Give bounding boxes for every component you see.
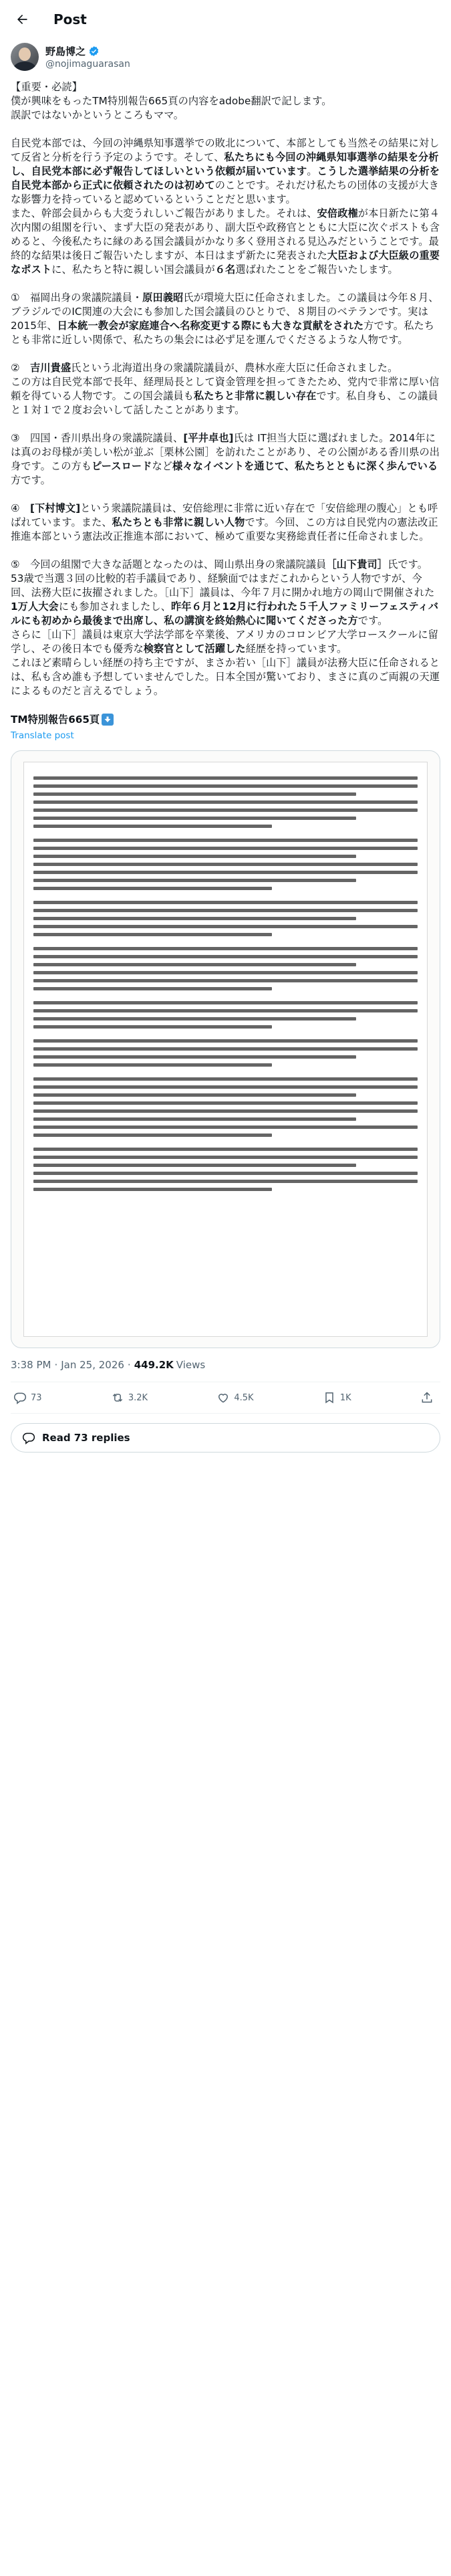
post-text-run: ④ [11, 502, 31, 514]
heart-icon [216, 1391, 230, 1404]
share-button[interactable] [420, 1391, 438, 1404]
post-meta: 3:38 PM · Jan 25, 2026 · 449.2K Views [11, 1359, 206, 1371]
document-text-line [33, 917, 356, 920]
document-text-line [33, 1063, 272, 1067]
views-label: Views [176, 1359, 206, 1371]
document-text-line [33, 987, 272, 990]
post-paragraph [11, 502, 440, 544]
like-count: 4.5K [234, 1392, 254, 1403]
post-text-run: ② [11, 362, 31, 374]
document-text-line [33, 825, 272, 828]
document-text-block [33, 947, 418, 990]
document-text-line [33, 800, 418, 804]
document-text-block [33, 839, 418, 890]
post-text-run: のことです。それだけ私たちの団体の支援が大きな影響力を持っていると認めているということだと思います。 また、幹部会員からも大変うれしいご報告がありました。それは、 [11, 179, 439, 219]
document-text-line [33, 1134, 272, 1137]
attachment-title-row [11, 712, 440, 726]
post-bold-run: [下村博文] [30, 502, 81, 514]
document-text-block [33, 1077, 418, 1137]
post-text-run: が本日新たに第４次内閣の組閣を行い、まず大臣の発表があり、副大臣や政務官とともに大臣に次ぐポストも含めると、今後私たちに縁のある国会議員がかなり多く登用される見込みだということです。最終的な結果は後日ご報告いたしますが、本日はまず新たに発表された [11, 207, 440, 261]
document-text-line [33, 955, 418, 958]
document-text-line [33, 863, 418, 866]
document-text-line [33, 1117, 356, 1121]
post-time[interactable]: 3:38 PM [11, 1359, 51, 1371]
like-button[interactable] [216, 1391, 253, 1404]
post-text [0, 71, 451, 698]
post-bold-run: 昨年６月と12月に行われた５千人ファミリーフェスティバルにも初めから最後まで出席し、私の講演を終始熱心に聞いてくださった方 [11, 601, 439, 627]
post-text-run: 方です。私たちとも非常に近しい関係で、私たちの集会には必ず足を運んでくださるような人物です。 [11, 320, 435, 346]
bookmark-button[interactable] [323, 1391, 351, 1404]
document-text-block [33, 776, 418, 828]
post-text-run: ③ 四国・香川県出身の衆議院議員、 [11, 432, 184, 444]
post-text-run: 選ばれたことをご報告いたします。 [235, 263, 398, 276]
share-icon [420, 1391, 434, 1404]
document-text-line [33, 1001, 418, 1004]
bookmark-icon [323, 1391, 336, 1404]
translate-post-link[interactable]: Translate post [11, 730, 74, 741]
post-text-run: 方です。 [11, 474, 51, 486]
post-paragraph [11, 291, 440, 347]
avatar[interactable] [11, 43, 39, 71]
read-replies-label: Read 73 replies [42, 1432, 130, 1444]
post-bold-run: 安倍政権 [317, 207, 358, 219]
author-name[interactable]: 野島博之 [45, 45, 86, 58]
document-text-line [33, 1109, 418, 1113]
views-count: 449.2K [134, 1359, 174, 1371]
post-paragraph [11, 558, 440, 698]
document-text-line [33, 901, 418, 904]
document-text-line [33, 1101, 418, 1105]
document-text-line [33, 1077, 418, 1081]
post-text-run: 氏という北海道出身の衆議院議員が、農林水産大臣に任命されました。 この方は自民党本部で長年、経理局長として資金管理を担ってきたため、党内で非常に厚い信頼を得ている人物です。この国会議員も [11, 362, 440, 402]
post-bold-run: 検察官として活躍した [143, 643, 246, 655]
document-text-line [33, 1017, 356, 1021]
document-text-line [33, 1025, 272, 1029]
read-replies-button[interactable] [11, 1423, 440, 1453]
reply-count: 73 [31, 1392, 42, 1403]
document-text-line [33, 1039, 418, 1043]
document-text-line [33, 947, 418, 950]
document-text-block [33, 901, 418, 936]
document-text-line [33, 925, 418, 928]
post-bold-run: 原田義昭 [142, 292, 184, 304]
document-text-line [33, 1085, 418, 1089]
top-bar [0, 0, 451, 39]
author-row [0, 39, 451, 71]
reply-button[interactable] [13, 1391, 42, 1404]
post-bold-run: 私たちと非常に親しい存在 [193, 390, 317, 402]
document-text-line [33, 971, 418, 974]
document-text-line [33, 776, 418, 780]
document-scan [23, 762, 428, 1337]
document-text-line [33, 933, 272, 936]
document-text-line [33, 1156, 418, 1159]
post-bold-run: 歩んでいる [386, 460, 438, 472]
document-text-line [33, 871, 418, 874]
post-text-run: ① 福岡出身の衆議院議員・ [11, 292, 143, 304]
post-bold-run: 吉川貴盛 [30, 362, 71, 374]
back-button[interactable] [11, 8, 33, 31]
post-text-run: 氏です。53歳で当選３回の比較的若手議員であり、経験面ではまだこれからという人物ですが、今回、法務大臣に抜擢されました。［山下］議員は、今年７月に開かれ地方の岡山で開催された [11, 558, 435, 599]
post-text-run: ⑤ 今回の組閣で大きな話題となったのは、岡山県出身の衆議院議員 [11, 558, 327, 570]
post-text-run: 氏が環境大臣に任命されました。この議員は今年８月、ブラジルでのIC関連の大会にも参加した国会議員のひとりで、８期目のベテランです。実は2015年、 [11, 292, 439, 332]
post-text-run: 氏は IT担当大臣に選ばれました。2014年には真のお母様が美しい松が並ぶ［栗林公園］を訪れたことがあり、その公園がある香川県の出身です。この方も [11, 432, 440, 472]
post-bold-run: こうした選挙結果の分析を自民党本部から正式に依頼されたのは初めて [11, 165, 440, 191]
post-bold-run: 1万人大会 [11, 601, 59, 613]
post-text-run: など [152, 460, 173, 472]
post-bold-run: ［山下貴司］ [326, 558, 388, 570]
document-text-line [33, 979, 418, 982]
post-text-run: です。 さらに［山下］議員は東京大学法学部を卒業後、アメリカのコロンビア大学ロースクールに留学し、その後日本でも優秀な [11, 615, 438, 655]
document-text-line [33, 1180, 418, 1183]
document-text-block [33, 1001, 418, 1029]
author-handle[interactable]: @nojimaguarasan [45, 59, 130, 70]
post-text-run: です。今回、この方は自民党内の憲法改正推進本部という憲法改正推進本部において、極めて重要な実務総責任者に任命されました。 [11, 516, 438, 542]
document-text-line [33, 1009, 418, 1012]
post-text-run: です。私自身も、この議員と１対１で２度お会いして話したことがあります。 [11, 390, 438, 416]
down-arrow-icon [102, 714, 114, 726]
post-bold-run: ６名 [214, 263, 236, 276]
post-bold-run: 私たちにも今回の沖縄県知事選挙の結果を分析し、自民党本部に必ず報告してほしいという依頼が届いています [11, 151, 439, 177]
bookmark-count: 1K [339, 1392, 351, 1403]
post-paragraph [11, 136, 440, 277]
document-text-line [33, 817, 356, 820]
document-text-line [33, 1093, 356, 1097]
document-text-line [33, 1125, 418, 1129]
document-text-line [33, 809, 418, 812]
verified-badge-icon [88, 45, 100, 57]
post-bold-run: 大臣および大臣級の重要なポスト [11, 249, 440, 276]
post-paragraph [11, 80, 440, 122]
repost-count: 3.2K [128, 1392, 148, 1403]
post-text-run: に、私たちと特に親しい国会議員が [51, 263, 215, 276]
post-text-run: 【重要・必読】 僕が興味をもったTM特別報告665頁の内容をadobe翻訳で記します。 誤訳ではないかというところもママ。 [11, 81, 332, 121]
post-text-run: という衆議院議員は、安倍総理に非常に近い存在で「安倍総理の腹心」とも呼ばれています。また、 [11, 502, 438, 528]
document-text-line [33, 792, 356, 796]
reply-icon [13, 1391, 27, 1404]
action-bar [11, 1382, 440, 1414]
repost-button[interactable] [111, 1391, 148, 1404]
document-text-line [33, 855, 356, 858]
document-text-line [33, 847, 418, 850]
document-text-line [33, 1188, 272, 1191]
document-text-line [33, 963, 356, 966]
document-text-line [33, 1055, 356, 1059]
document-text-line [33, 1172, 418, 1175]
document-text-line [33, 887, 272, 890]
document-text-line [33, 784, 418, 788]
document-text-block [33, 1039, 418, 1067]
post-date[interactable]: Jan 25, 2026 [61, 1359, 124, 1371]
document-text-line [33, 1164, 356, 1167]
post-bold-run: 私たちとも非常に親しい人物 [112, 516, 245, 528]
document-text-line [33, 839, 418, 842]
document-text-line [33, 1047, 418, 1051]
post-paragraph [11, 431, 440, 488]
post-text-run: 。 [307, 165, 317, 177]
post-bold-run: [平井卓也] [183, 432, 234, 444]
post-bold-run: 様々なイベントを通じて、私たちとともに深く [172, 460, 387, 472]
document-text-line [33, 909, 418, 912]
post-bold-run: 日本統一教会が家庭連合へ名称変更する際にも大きな貢献をされた [57, 320, 364, 332]
post-text-run: 経歴を持っています。 これほど素晴らしい経歴の持ち主ですが、まさか若い［山下］議員が法務大臣に任命されるとは、私も含め誰も予想していませんでした。日本全国が驚いており、まさに真のご両親の天運によるものだと言えるでしょう。 [11, 643, 440, 697]
post-paragraph [11, 361, 440, 417]
attached-document-image[interactable] [11, 750, 440, 1348]
post-text-run: 自民党本部では、今回の沖縄県知事選挙での敗北について、本部としても当然その結果に対して反省と分析を行う予定のようです。そして、 [11, 137, 440, 163]
document-text-block [33, 1148, 418, 1191]
post-bold-run: ピースロード [92, 460, 152, 472]
attachment-title: TM特別報告665頁 [11, 714, 100, 726]
page-title: Post [53, 11, 87, 27]
document-text-line [33, 1148, 418, 1151]
repost-icon [111, 1391, 124, 1404]
chat-bubble-icon [22, 1431, 35, 1444]
back-arrow-icon [15, 13, 29, 26]
post-text-run: にも参加されましたし、 [58, 601, 171, 613]
document-text-line [33, 879, 356, 882]
